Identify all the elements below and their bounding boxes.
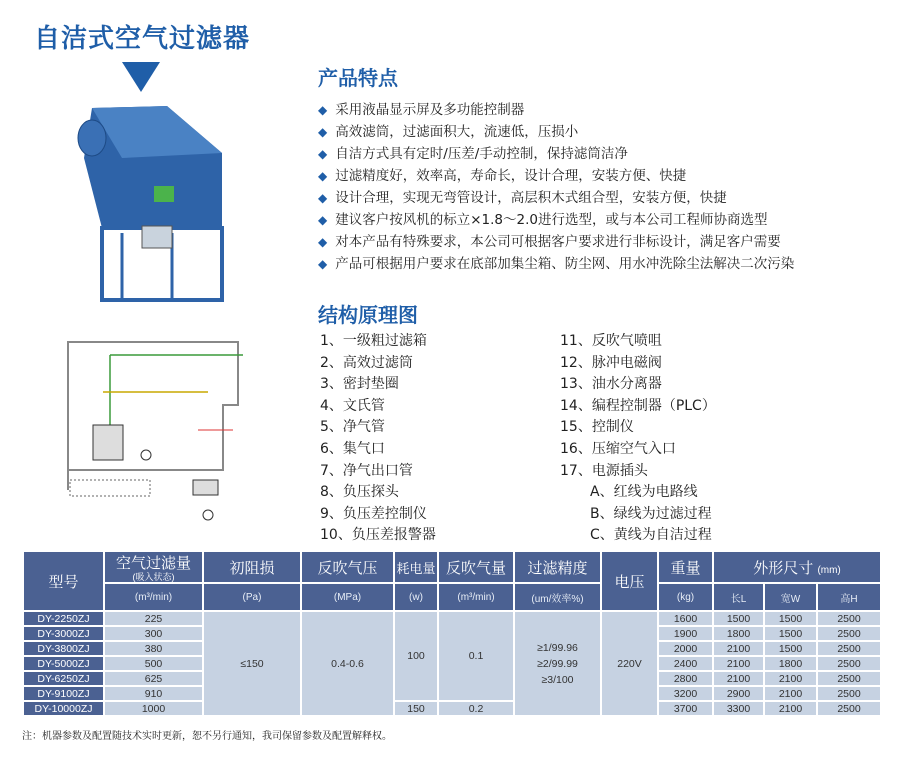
spec-table <box>22 550 882 717</box>
cell-resist: ≤150 <box>203 611 301 716</box>
cell-power: 150 <box>394 701 438 716</box>
feature-item <box>318 165 794 187</box>
cell-weight: 2000 <box>658 641 713 656</box>
part-item: 11、反吹气喷咀 <box>560 333 662 349</box>
unit-resist: (Pa) <box>203 583 301 611</box>
diamond-bullet-icon: ◆ <box>318 169 328 183</box>
part-item: A、红线为电路线 <box>590 484 698 501</box>
header-model: 型号 <box>23 551 104 611</box>
feature-item <box>318 231 794 253</box>
unit-blow: (m³/min) <box>438 583 514 611</box>
part-item: 15、控制仪 <box>560 419 634 436</box>
cell-weight: 2800 <box>658 671 713 686</box>
part-item: 7、净气出口管 <box>320 462 413 479</box>
cell-length: 2100 <box>713 656 764 671</box>
cell-model: DY-10000ZJ <box>23 701 104 716</box>
unit-weight: (kg) <box>658 583 713 611</box>
cell-voltage: 220V <box>601 611 658 716</box>
feature-item <box>318 143 794 165</box>
header-precision: 过滤精度 <box>514 551 601 583</box>
cell-width: 2100 <box>764 671 817 686</box>
diamond-bullet-icon: ◆ <box>318 213 328 227</box>
unit-height: 高H <box>817 583 881 611</box>
unit-pressure: (MPa) <box>301 583 394 611</box>
part-item: 12、脉冲电磁阀 <box>560 354 662 371</box>
feature-text: 自洁方式具有定时/压差/手动控制，保持滤筒洁净 <box>335 146 628 162</box>
product-image <box>62 98 234 308</box>
cell-flow: 500 <box>104 656 203 671</box>
cell-flow: 1000 <box>104 701 203 716</box>
cell-weight: 3200 <box>658 686 713 701</box>
parts-list-right <box>560 331 716 547</box>
cell-model: DY-5000ZJ <box>23 656 104 671</box>
feature-item <box>318 121 794 143</box>
cell-flow: 300 <box>104 626 203 641</box>
cell-flow: 910 <box>104 686 203 701</box>
cell-flow: 225 <box>104 611 203 626</box>
part-item: 14、编程控制器（PLC） <box>560 397 716 414</box>
header-size-unit: (mm) <box>817 564 841 576</box>
triangle-down-icon <box>122 62 160 92</box>
cell-model: DY-2250ZJ <box>23 611 104 626</box>
unit-precision: (um/效率%) <box>514 583 601 611</box>
cell-blow: 0.2 <box>438 701 514 716</box>
cell-blow: 0.1 <box>438 611 514 701</box>
cell-length: 2900 <box>713 686 764 701</box>
cell-model: DY-9100ZJ <box>23 686 104 701</box>
cell-height: 2500 <box>817 611 881 626</box>
part-item: 3、密封垫圈 <box>320 376 399 393</box>
part-item: 10、负压差报警器 <box>320 527 436 544</box>
diamond-bullet-icon: ◆ <box>318 191 328 205</box>
table-row <box>23 611 881 626</box>
header-power: 耗电量 <box>394 551 438 583</box>
header-size <box>713 551 881 583</box>
cell-height: 2500 <box>817 656 881 671</box>
cell-length: 1500 <box>713 611 764 626</box>
parts-list-left <box>320 331 436 547</box>
part-item: B、绿线为过滤过程 <box>590 505 712 522</box>
precision-line: ≥3/100 <box>541 673 574 686</box>
cell-length: 3300 <box>713 701 764 716</box>
cell-flow: 380 <box>104 641 203 656</box>
features-list <box>318 99 794 275</box>
cell-width: 1500 <box>764 626 817 641</box>
feature-item <box>318 187 794 209</box>
header-blow: 反吹气量 <box>438 551 514 583</box>
cell-model: DY-3000ZJ <box>23 626 104 641</box>
feature-item <box>318 209 794 231</box>
cell-length: 2100 <box>713 641 764 656</box>
header-flow-label: 空气过滤量 <box>115 555 191 572</box>
precision-line: ≥1/99.96 <box>537 641 578 654</box>
features-heading: 产品特点 <box>318 66 398 90</box>
unit-width: 宽W <box>764 583 817 611</box>
part-item: 13、油水分离器 <box>560 376 662 393</box>
page-title: 自洁式空气过滤器 <box>34 24 251 54</box>
part-item: 2、高效过滤筒 <box>320 354 413 371</box>
cell-length: 1800 <box>713 626 764 641</box>
part-item: 9、负压差控制仪 <box>320 505 427 522</box>
header-size-label: 外形尺寸 <box>753 559 814 577</box>
cell-height: 2500 <box>817 671 881 686</box>
part-item: C、黄线为自洁过程 <box>590 527 712 544</box>
cell-model: DY-3800ZJ <box>23 641 104 656</box>
unit-power: (w) <box>394 583 438 611</box>
feature-text: 产品可根据用户要求在底部加集尘箱、防尘网、用水冲洗除尘法解决二次污染 <box>335 256 795 272</box>
unit-flow: (m³/min) <box>104 583 203 611</box>
header-resist: 初阻损 <box>203 551 301 583</box>
cell-height: 2500 <box>817 641 881 656</box>
part-item: 17、电源插头 <box>560 462 648 479</box>
cell-weight: 3700 <box>658 701 713 716</box>
cell-weight: 1600 <box>658 611 713 626</box>
part-item: 5、净气管 <box>320 419 385 436</box>
structure-diagram <box>58 330 263 525</box>
diamond-bullet-icon: ◆ <box>318 125 328 139</box>
cell-power: 100 <box>394 611 438 701</box>
cell-height: 2500 <box>817 626 881 641</box>
part-item: 1、一级粗过滤箱 <box>320 333 427 349</box>
feature-text: 过滤精度好，效率高，寿命长，设计合理，安装方便、快捷 <box>335 168 687 184</box>
unit-length: 长L <box>713 583 764 611</box>
structure-heading: 结构原理图 <box>318 303 418 327</box>
header-weight: 重量 <box>658 551 713 583</box>
diamond-bullet-icon: ◆ <box>318 103 328 117</box>
diamond-bullet-icon: ◆ <box>318 257 328 271</box>
cell-height: 2500 <box>817 701 881 716</box>
feature-text: 高效滤筒，过滤面积大，流速低，压损小 <box>335 124 579 140</box>
cell-width: 2100 <box>764 701 817 716</box>
header-pressure: 反吹气压 <box>301 551 394 583</box>
feature-text: 采用液晶显示屏及多功能控制器 <box>335 102 525 118</box>
cell-length: 2100 <box>713 671 764 686</box>
cell-weight: 2400 <box>658 656 713 671</box>
cell-model: DY-6250ZJ <box>23 671 104 686</box>
cell-pressure: 0.4-0.6 <box>301 611 394 716</box>
feature-item <box>318 253 794 275</box>
part-item: 4、文氏管 <box>320 397 385 414</box>
footnote: 注：机器参数及配置随技术实时更新，恕不另行通知，我司保留参数及配置解释权。 <box>22 731 392 742</box>
feature-text: 建议客户按风机的标立×1.8～2.0进行选型，或与本公司工程师协商选型 <box>335 212 768 228</box>
feature-text: 设计合理，实现无弯管设计，高层积木式组合型，安装方便，快捷 <box>335 190 727 206</box>
cell-flow: 625 <box>104 671 203 686</box>
cell-weight: 1900 <box>658 626 713 641</box>
cell-precision <box>514 611 601 716</box>
cell-width: 2100 <box>764 686 817 701</box>
cell-width: 1500 <box>764 641 817 656</box>
part-item: 16、压缩空气入口 <box>560 440 676 457</box>
header-voltage: 电压 <box>601 551 658 611</box>
part-item: 6、集气口 <box>320 440 385 457</box>
header-flow <box>104 551 203 583</box>
feature-item <box>318 99 794 121</box>
diamond-bullet-icon: ◆ <box>318 235 328 249</box>
cell-width: 1500 <box>764 611 817 626</box>
diamond-bullet-icon: ◆ <box>318 147 328 161</box>
table-row <box>23 701 881 716</box>
part-item: 8、负压探头 <box>320 484 399 501</box>
feature-text: 对本产品有特殊要求，本公司可根据客户要求进行非标设计，满足客户需要 <box>335 234 781 250</box>
header-flow-sub: (吸入状态) <box>132 572 175 582</box>
cell-width: 1800 <box>764 656 817 671</box>
precision-line: ≥2/99.99 <box>537 657 578 670</box>
cell-height: 2500 <box>817 686 881 701</box>
